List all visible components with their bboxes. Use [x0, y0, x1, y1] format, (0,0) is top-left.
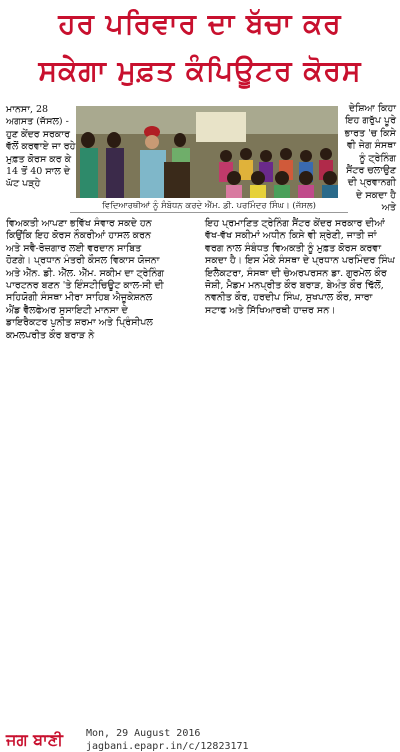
article-body-right: ਇਹ ਪ੍ਰਮਾਣਿਤ ਟ੍ਰੇਨਿੰਗ ਸੈਂਟਰ ਕੇਂਦਰ ਸਰਕਾਰ ਦੀਆਂ ਵੱਖ-ਵੱਖ ਸਕੀਮਾਂ ਅਧੀਨ ਕਿਸੇ ਵੀ ਸ਼੍ਰੇਣੀ, ਜਾਤੀ ਜਾਂ ਵਰਗ ਨਾਲ ਸੰਬੰਧਤ ਵਿਅਕਤੀ ਨੂੰ ਮੁਫ਼ਤ ਕੋਰਸ ਕਰਵਾ ਸਕਦਾ ਹੈ। ਇਸ ਮੌਕੇ ਸੰਸਥਾ ਦੇ ਪ੍ਰਧਾਨ ਪਰਮਿੰਦਰ ਸਿੰਘ ਇਲੈਕਟਰਾ, ਸੰਸਥਾ ਦੀ ਚੇਅਰਪਰਸਨ ਡਾ. ਗੁਰਮੇਲ ਕੌਰ ਜੋਸ਼ੀ, ਮੈਡਮ ਮਨਪ੍ਰੀਤ ਕੌਰ ਬਰਾੜ, ਬੇਅੰਤ ਕੌਰ ਢਿੱਲੋਂ, ਨਵਨੀਤ ਕੌਰ, ਹਰਦੀਪ ਸਿੰਘ, ਸੁਖਪਾਲ ਕੌਰ, ਸਾਰਾ ਸਟਾਫ ਅਤੇ ਸਿੱਖਿਆਰਥੀ ਹਾਜ਼ਰ ਸਨ। [205, 218, 395, 316]
article-right-column: ਦੇਸ਼ਿਆ ਕਿਹਾ ਇਹ ਗਰੁੱਪ ਪੂਰੇ ਭਾਰਤ 'ਚ ਕਿਸੇ ਵੀ ਜੇਗ ਸੰਸਥਾ ਨੂੰ ਟ੍ਰੇਨਿੰਗ ਸੈਂਟਰ ਚਲਾਉਣ ਦੀ ਪ੍ਰਵਾਨਗੀ ਦੇ ਸਕਦਾ ਹੈ ਅਤੇ [344, 103, 396, 214]
headline-line-2: ਸਕੇਗਾ ਮੁਫ਼ਤ ਕੰਪਿਊਟਰ ਕੋਰਸ [38, 54, 362, 87]
footer [0, 360, 400, 752]
epaper-url[interactable]: jagbani.epapr.in/c/12823171 [86, 741, 249, 752]
article-photo [76, 106, 338, 198]
publication-date: Mon, 29 August 2016 [86, 728, 201, 739]
photo-caption: ਵਿਦਿਆਰਥੀਆਂ ਨੂੰ ਸੰਬੋਧਨ ਕਰਦੇ ਐੱਮ. ਡੀ. ਪਰਮਿੰਦਰ ਸਿੰਘ। (ਜੱਸਲ) [70, 200, 348, 213]
article-body-left: ਵਿਅਕਤੀ ਆਪਣਾ ਭਵਿੱਖ ਸੰਵਾਰ ਸਕਦੇ ਹਨ ਕਿਉਂਕਿ ਇਹ ਕੋਰਸ ਨੌਕਰੀਆਂ ਹਾਸਲ ਕਰਨ ਅਤੇ ਸਵੈ-ਰੋਜ਼ਗਾਰ ਲਈ ਵਰਦਾਨ ਸਾਬਿਤ ਹੋਣਗੇ। ਪ੍ਰਧਾਨ ਮੰਤਰੀ ਕੌਸਲ ਵਿਕਾਸ ਯੋਜਨਾ ਅਤੇ ਐੱਨ. ਡੀ. ਐੱਲ. ਐੱਮ. ਸਕੀਮ ਦਾ ਟ੍ਰੇਨਿੰਗ ਪਾਰਟਨਰ ਬਣਨ 'ਤੇ ਇੰਸਟੀਚਿਊਟ ਕਾਲ-ਸੀ ਦੀ ਸਹਿਯੋਗੀ ਸੰਸਥਾ ਮੀਰਾ ਸਾਹਿਬ ਐਜੂਕੇਸ਼ਨਲ ਐਂਡ ਵੈੱਲਫੇਅਰ ਸੁਸਾਇਟੀ ਮਾਨਸਾ ਦੇ ਡਾਇਰੈਕਟਰ ਪੁਨੀਤ ਸ਼ਰਮਾ ਅਤੇ ਪ੍ਰਿੰਸੀਪਲ ਕਮਲਪਰੀਤ ਕੌਰ ਬਰਾੜ ਨੇ [6, 218, 165, 341]
headline-line-1: ਹਰ ਪਰਿਵਾਰ ਦਾ ਬੱਚਾ ਕਰ [58, 7, 342, 40]
article-dateline-column: ਮਾਨਸਾ, 28 ਅਗਸਤ (ਜੱਸਲ) - ਹੁਣ ਕੇਂਦਰ ਸਰਕਾਰ ਵੱਲੋਂ ਕਰਵਾਏ ਜਾ ਰਹੇ ਮੁਫ਼ਤ ਕੋਰਸ ਕਰ ਕੇ 14 ਤੋਂ 40 ਸਾਲ ਦੇ ਘੱਟ ਪੜ੍ਹੇ [6, 104, 76, 190]
jagbani-logo: ਜਗ ਬਾਣੀ [6, 730, 63, 749]
classroom-photo-image [76, 106, 338, 198]
